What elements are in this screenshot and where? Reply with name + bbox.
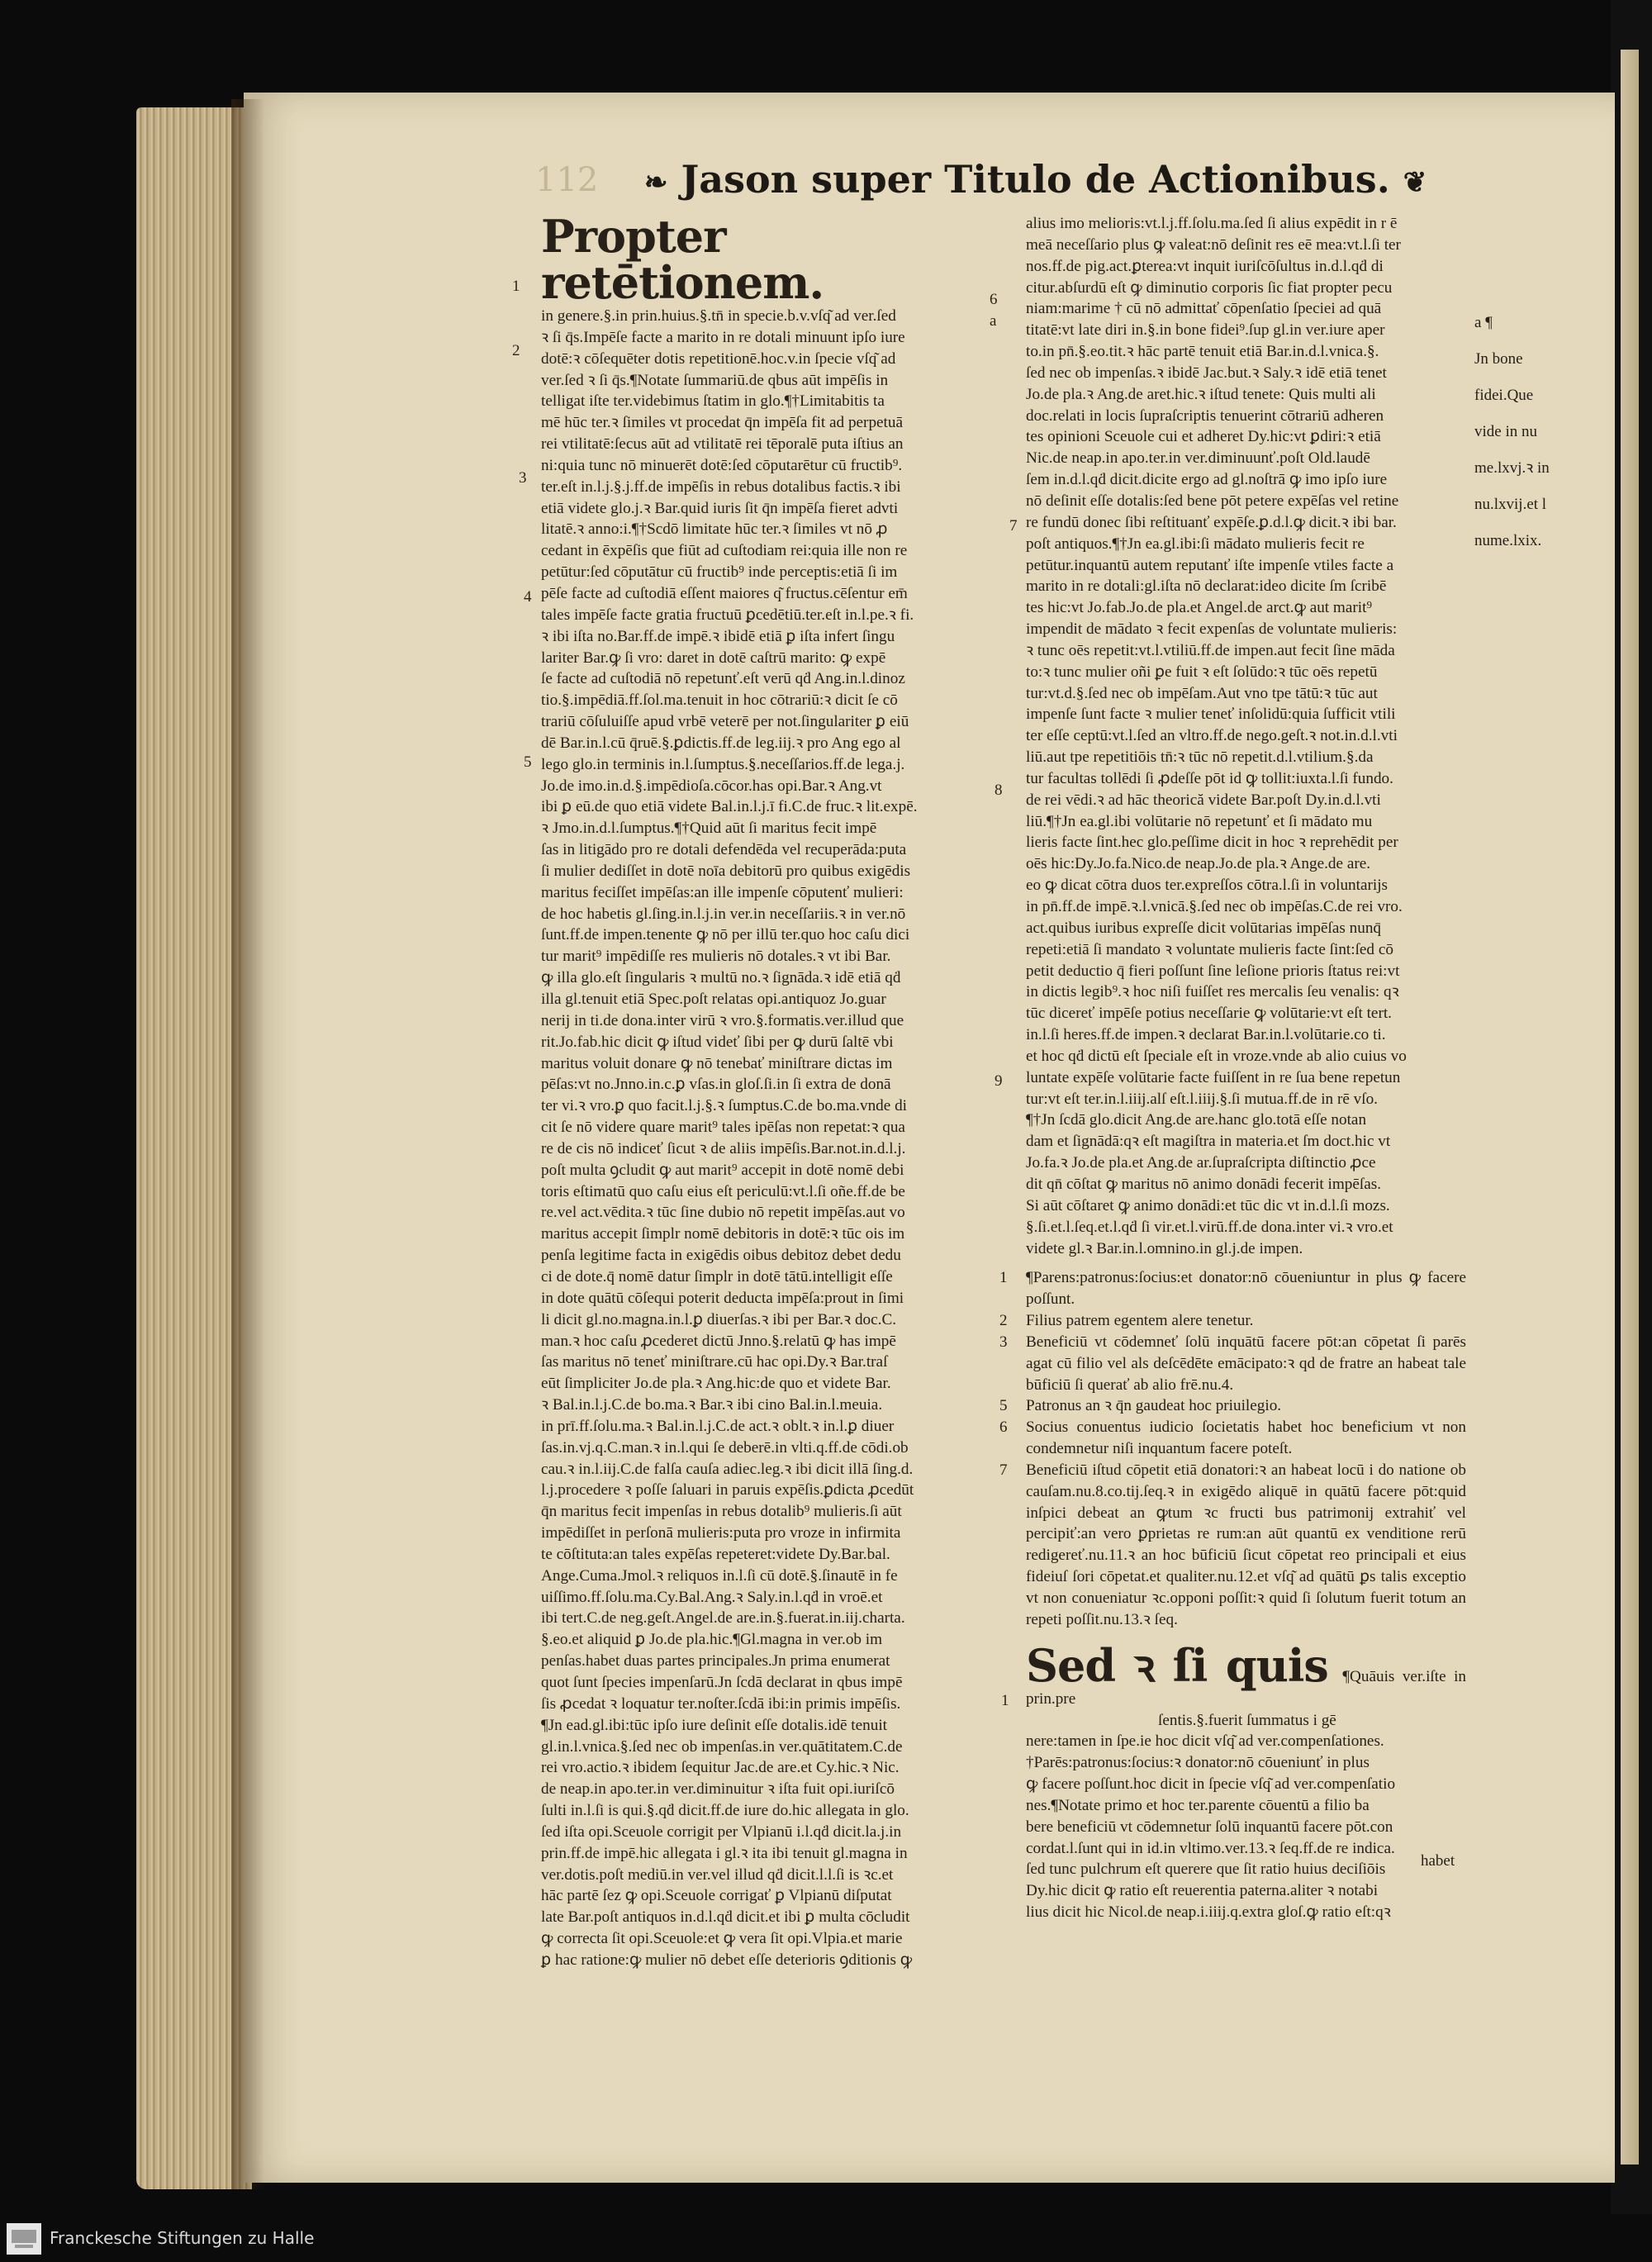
- text-line: dit qn̄ cōſtat ꝙ maritus nō animo donādi fecerit impēſas.: [1026, 1175, 1382, 1193]
- text-line: ꝛ tunc oēs repetit:vt.l.vtiliū.ff.de impen.aut fecit ſine māda: [1026, 641, 1395, 659]
- text-line: impēdiſſet in perſonā mulieris:puta pro vroze in infirmita: [541, 1524, 901, 1542]
- margin-number: 1: [512, 278, 520, 295]
- text-line: ſi mulier dediſſet in dotē noīa debitorū pro quibus exigēdis: [541, 862, 911, 880]
- text-line: telligat iſte ter.videbimus ſtatim in glo.¶†Limitabitis ta: [541, 392, 885, 411]
- text-line: Nic.de neap.in apo.ter.in ver.diminuunť.poſt Old.laudē: [1026, 449, 1370, 468]
- second-lemma-text: [1026, 1668, 1466, 1923]
- text-line: Ange.Cuma.Jmol.ꝛ reliquos in.l.ſi cū dotē.§.ſinautē in fe: [541, 1566, 898, 1585]
- text-line: lariter Bar.ꝙ ſi vro: daret in dotē caſtrū marito: ꝙ expē: [541, 649, 886, 667]
- margin-number: 9: [995, 1072, 1003, 1090]
- summary-text: Socius conuentus iudicio ſocietatis habet hoc beneficium vt non condemnetur niſi inquantum facere poteſt.: [1026, 1419, 1466, 1458]
- text-line: ver.dotis.poſt mediū.in ver.vel illud qḋ dicit.l.l.ſi is ꝛc.et: [541, 1865, 894, 1884]
- text-line: maritus feciſſet impēſas:an ille impenſe cōputenť mulieri:: [541, 883, 904, 901]
- text-line: li dicit gl.no.magna.in.l.ꝑ diuerſas.ꝛ ibi per Bar.ꝛ doc.C.: [541, 1310, 897, 1328]
- text-line: Jo.de pla.ꝛ Ang.de aret.hic.ꝛ iſtud tenete: Quis multi ali: [1026, 385, 1376, 403]
- text-line: lego glo.in terminis in.l.ſumptus.§.neceſſarios.ff.de lega.j.: [541, 755, 905, 773]
- next-page-edge: [1621, 50, 1639, 2165]
- text-line: ꝛ Jmo.in.d.l.ſumptus.¶†Quid aūt ſi maritus fecit impē: [541, 820, 877, 838]
- text-line: tes hic:vt Jo.fab.Jo.de pla.et Angel.de arct.ꝙ aut marit⁹: [1026, 599, 1373, 617]
- text-line: eo ꝙ dicat cōtra duos ter.expreſſos cōtra.l.ſi in voluntarijs: [1026, 877, 1389, 895]
- margin-number: 8: [995, 782, 1003, 799]
- text-line: poſt antiquos.¶†Jn ea.gl.ibi:ſi mādato mulieris fecit re: [1026, 535, 1365, 553]
- text-line: illa gl.tenuit etiā Spec.poſt relatas opi.antiquoz Jo.guar: [541, 991, 886, 1008]
- text-line: ¶Quāuis ver.iſte in prin.pre: [1026, 1667, 1466, 1708]
- right-column: [999, 213, 1467, 1923]
- text-line: ibi tert.C.de neg.geſt.Angel.de are.in.§.fuerat.in.iij.charta.: [541, 1609, 905, 1628]
- text-line: penſa legitime facta in exigēdis oibus debitoz debet dedu: [541, 1247, 901, 1265]
- summary-item: [999, 1417, 1466, 1460]
- text-line: mē hūc ter.ꝛ ſimiles vt procedat q̄n impēſa fit ad perpetuā: [541, 414, 904, 432]
- running-head: [644, 157, 1427, 207]
- text-line: §.ſi.et.l.ſeq.et.l.qḋ ſi vir.et.l.virū.ff.de dona.inter vi.ꝛ vro.et: [1026, 1218, 1393, 1236]
- text-line: tur:vt.d.§.ſed nec ob impēſam.Aut vno tpe tātū:ꝛ tūc aut: [1026, 684, 1378, 702]
- text-line: quot ſunt ſpecies impenſarū.Jn ſcdā declarat in qbus impē: [541, 1674, 903, 1691]
- text-line: ſe facte ad cuſtodiā nō repetunť.eſt verū qḋ Ang.in.l.dinoz: [541, 670, 905, 688]
- text-line: ¶Jn ead.gl.ibi:tūc ipſo iure deſinit eſſe dotalis.idē tenuit: [541, 1716, 888, 1734]
- margin-number: 5: [524, 753, 532, 771]
- margin-number: a: [990, 312, 997, 330]
- text-line: petūtur.inquantū autem reputanť iſte impenſe vtiles facte a: [1026, 556, 1394, 574]
- text-line: oēs hic:Dy.Jo.fa.Nico.de neap.Jo.de pla.ꝛ Ange.de are.: [1026, 855, 1371, 873]
- summary-text: Patronus an ꝛ q̄n gaudeat hoc priuilegio.: [1026, 1397, 1282, 1415]
- text-line: meā neceſſario plus ꝙ valeat:nō deſinit res eē mea:vt.l.ſi ter: [1026, 235, 1401, 254]
- text-line: alius imo melioris:vt.l.j.ff.ſolu.ma.ſed ſi alius expēdit in r ē: [1026, 215, 1398, 232]
- catchword: habet: [1421, 1852, 1455, 1870]
- text-line: niam:marime † cū nō admittať cōpenſatio ſpeciei ad quā: [1026, 300, 1382, 318]
- text-line: maritus accepit ſimplr nomē debitoris in dotē:ꝛ tūc ois im: [541, 1225, 905, 1243]
- text-line: man.ꝛ hoc caſu ꝓcederet dictū Jnno.§.relatū ꝙ has impē: [541, 1332, 896, 1350]
- text-line: lieris facte ſint.hec glo.peſſime dicit in hoc ꝛ reprehēdit per: [1026, 834, 1398, 852]
- text-line: pēſe facte ad cuſtodiā eſſent maiores q͂ fructus.cēſentur em̄: [541, 584, 908, 602]
- text-line: tur:vt eſt ter.in.l.iiij.alſ eſt.l.iiij.§.ſi mutua.ff.de in rē vſo.: [1026, 1090, 1378, 1108]
- text-line: tales impēſe facte gratia fructuū ꝑcedētiū.ter.eſt in.l.pe.ꝛ fi.: [541, 606, 914, 624]
- summary-text: Filius patrem egentem alere tenetur.: [1026, 1312, 1254, 1330]
- margin-number: 4: [524, 588, 532, 606]
- summary-item: [999, 1332, 1466, 1396]
- text-line: titatē:vt late diri in.§.in bone fidei⁹.ſup gl.in ver.iure aper: [1026, 321, 1385, 340]
- second-lemma-block: [1026, 1638, 1466, 1923]
- summary-list: [999, 1267, 1467, 1630]
- viewer-footer: [0, 2216, 1652, 2262]
- text-line: q̄n maritus fecit impenſas in rebus dotalib⁹ mulieris.ſi aūt: [541, 1503, 902, 1521]
- text-line: rei vro.actio.ꝛ ibidem ſequitur Jac.de are.et Cy.hic.ꝛ Nic.: [541, 1759, 900, 1777]
- left-column: [541, 210, 977, 1971]
- summary-item: [999, 1460, 1467, 1631]
- sidenote-line: me.lxvj.ꝛ in: [1474, 459, 1550, 477]
- margin-number: 2: [512, 342, 520, 359]
- margin-number: 1: [1001, 1692, 1009, 1709]
- text-line: tio.§.impēdiā.ff.ſol.ma.tenuit in hoc cōtrariū:ꝛ dicit ſe cō: [541, 691, 898, 710]
- text-line: nō deſinit eſſe dotalis:ſed bene pōt petere expēſas vel retine: [1026, 492, 1399, 510]
- text-line: in prī.ff.ſolu.ma.ꝛ Bal.in.l.j.C.de act.ꝛ oblt.ꝛ in.l.ꝑ diuer: [541, 1417, 895, 1435]
- text-line: cit ſe nō videre quare marit⁹ tales ipēſas non repetat:ꝛ qua: [541, 1119, 905, 1137]
- text-line: late Bar.poſt antiquos in.d.l.qḋ dicit.et ibi ꝑ multa cōcludit: [541, 1908, 910, 1927]
- text-line: de neap.in apo.ter.in ver.diminuitur ꝛ iſta fuit opi.iuriſcō: [541, 1780, 895, 1799]
- sidenote-line: fidei.Que: [1474, 387, 1534, 404]
- text-line: ter vi.ꝛ vro.ꝑ quo facit.l.j.§.ꝛ ſumptus.C.de bo.ma.vnde di: [541, 1097, 907, 1115]
- gutter-shadow: [231, 99, 264, 2189]
- text-line: impendit de mādato ꝛ fecit expenſas de voluntate mulieris:: [1026, 620, 1398, 639]
- summary-number: 3: [999, 1333, 1008, 1351]
- lemma-heading: Propter retētionem.: [541, 210, 824, 309]
- text-line: ꝙ illa glo.eſt ſingularis ꝛ multū no.ꝛ ſignāda.ꝛ idē etiā qḋ: [541, 969, 901, 987]
- text-line: videte gl.ꝛ Bar.in.l.omnino.in gl.j.de impen.: [1026, 1239, 1303, 1257]
- text-line: to.in pn̄.§.eo.tit.ꝛ hāc partē tenuit etiā Bar.in.d.l.vnica.§.: [1026, 343, 1379, 361]
- text-line: tur facultas tollēdi ſi ꝓdeſſe pōt id ꝙ tollit:iuxta.l.ſi fundo.: [1026, 769, 1393, 787]
- text-line: penſas.habet duas partes principales.Jn prima enumerat: [541, 1652, 890, 1670]
- text-line: ter.eſt in.l.j.§.j.ff.de impēſis in rebus dotalibus factis.ꝛ ibi: [541, 478, 901, 496]
- text-line: in dote quātū cōſequi poterit deducta impēſa:prout in ſimi: [541, 1289, 904, 1307]
- text-line: tes opinioni Sceuole cui et adheret Dy.hic:vt ꝑdiri:ꝛ etiā: [1026, 428, 1381, 446]
- text-line: marito in re dotali:gl.iſta nō declarat:ideo dicite ſm ſcribē: [1026, 577, 1387, 596]
- text-line: Si aūt cōſtaret ꝙ animo donādi:et tūc dic vt in.d.l.ſi mozs.: [1026, 1196, 1390, 1214]
- left-column-text: [541, 306, 977, 1971]
- institution-logo-icon: [7, 2223, 41, 2255]
- text-line: in dictis legib⁹.ꝛ hoc niſi fuiſſet res mercalis ſeu venalis: qꝛ: [1026, 983, 1399, 1001]
- sidenote-mark: a: [1474, 314, 1482, 331]
- text-line: lius dicit hic Nicol.de neap.i.iiij.q.extra gloſ.ꝙ ratio eſt:qꝛ: [1026, 1903, 1391, 1922]
- text-line: to:ꝛ tunc mulier oñi ꝑe fuit ꝛ eſt ſolūdo:ꝛ tūc oēs repetū: [1026, 663, 1378, 681]
- sidenote-line: Jn bone: [1474, 350, 1523, 368]
- summary-number: 7: [999, 1461, 1008, 1479]
- text-line: repeti:etiā ſi mandato ꝛ voluntate mulieris facte ſint:ſed cō: [1026, 940, 1393, 958]
- text-line: ter eſſe ceptū:vt.l.ſed an vltro.ff.de nego.geſt.ꝛ not.in.d.l.vti: [1026, 727, 1398, 745]
- text-line: cordat.l.ſunt qui in id.in vltimo.ver.13.ꝛ ſeq.ff.de re indica.: [1026, 1839, 1395, 1857]
- summary-number: 1: [999, 1269, 1008, 1287]
- text-line: ſas maritus nō teneť miniſtrare.cū hac opi.Dy.ꝛ Bar.traſ: [541, 1353, 888, 1371]
- text-line: rei vtilitatē:ſecus aūt ad vtilitatē rei tēporalē puta iſtius an: [541, 435, 904, 454]
- text-line: liū.aut tpe repetitiōis tn̄:ꝛ tūc nō repetit.d.l.vtilium.§.da: [1026, 748, 1374, 767]
- margin-number: 3: [519, 469, 527, 487]
- text-line: ci de dote.q̄ nomē datur ſimplr in dotē tātū.intelligit eſſe: [541, 1267, 893, 1285]
- text-line: re fundū donec ſibi reſtituanť expēſe.ꝑ.d.l.ꝙ dicit.ꝛ ibi bar.: [1026, 513, 1397, 531]
- text-line: ꝛ Bal.in.l.j.C.de bo.ma.ꝛ Bar.ꝛ ibi cino Bal.in.l.meuia.: [541, 1396, 883, 1414]
- text-line: l.j.procedere ꝛ poſſe ſaluari in paruis expēſis.ꝑdicta ꝓcedūt: [541, 1481, 914, 1499]
- text-line: nerij in ti.de dona.inter virū ꝛ vro.§.formatis.ver.illud que: [541, 1011, 904, 1029]
- text-line: nos.ff.de pig.act.ꝑterea:vt inquit iuriſcōſultus in.d.l.qḋ di: [1026, 257, 1384, 275]
- sidenote-line: vide in nu: [1474, 423, 1537, 440]
- text-line: re de cis nō indiceť ſicut ꝛ de aliis impēſis.Bar.not.in.d.l.j.: [541, 1139, 906, 1157]
- text-line: hāc partē ſez ꝙ opi.Sceuole corrigať ꝑ Vlpianū diſputat: [541, 1887, 892, 1905]
- summary-number: 6: [999, 1419, 1008, 1437]
- text-line: liū.¶†Jn ea.gl.ibi volūtarie nō repetunť et ſi mādato mu: [1026, 812, 1373, 830]
- text-line: ver.ſed ꝛ ſi q̄s.¶Notate ſummariū.de qbus aūt impēſis in: [541, 371, 889, 389]
- sidenote-pilcrow-icon: ¶: [1485, 314, 1493, 331]
- text-line: ſas in litigādo pro re dotali defendēda vel recuperāda:puta: [541, 841, 907, 859]
- text-line: gl.in.l.vnica.§.ſed nec ob impenſas.in ver.quātitatem.C.de: [541, 1737, 903, 1756]
- margin-number: 7: [1009, 517, 1018, 535]
- text-line: act.quibus iuribus expreſſe dicit volūtarias impēſas nunq̄: [1026, 919, 1382, 937]
- margin-number: 6: [990, 291, 998, 308]
- left-ornament-icon: ❧: [644, 166, 668, 199]
- sidenote-line: nu.lxvij.et l: [1474, 496, 1547, 513]
- text-line: etiā videte glo.j.ꝛ Bar.quid iuris ſit q̄n impēſa fieret advti: [541, 499, 899, 517]
- text-line: dam et ſignādā:qꝛ eſt magiſtra in materia.et ſm doct.hic vt: [1026, 1133, 1391, 1151]
- text-line: ſis ꝓcedat ꝛ loquatur ter.noſter.ſcdā ibi:in primis impēſis.: [541, 1694, 901, 1713]
- text-line: tur marit⁹ impēdiſſe res mulieris nō dotales.ꝛ vt ibi Bar.: [541, 948, 891, 966]
- summary-item: [999, 1310, 1466, 1332]
- text-line: ſed tunc pulchrum eſt querere que ſit ratio huius deciſiōis: [1026, 1860, 1386, 1879]
- text-line: ¶†Jn ſcdā glo.dicit Ang.de are.hanc glo.totā eſſe notan: [1026, 1111, 1367, 1129]
- summary-item: [999, 1267, 1466, 1310]
- text-line: trariū cōſuluiſſe apud vrbē veterē per not.ſingulariter ꝑ eiū: [541, 713, 909, 731]
- text-line: Jo.de imo.in.d.§.impēdioſa.cōcor.has opi.Bar.ꝛ Ang.vt: [541, 777, 882, 795]
- text-line: impenſe ſunt facte ꝛ mulier teneť inſolidū:quia ſufficit vtili: [1026, 706, 1396, 724]
- summary-text: ¶Parens:patronus:ſocius:et donator:nō cōueniuntur in plus ꝙ facere poſſunt.: [1026, 1269, 1466, 1309]
- summary-text: Beneficiū iſtud cōpetit etiā donatori:ꝛ an habeat locū i do natione ob cauſam.nu.8.co.tij.ſeq.ꝛ in exigēdo aliquē in quātū facere pōt:quid inſpici debeat an ꝙtum ꝛc fructi bus patrimonij extrahiť vel percipiť:an vero ꝑprietas re rum:an aūt quantū ex venditione rerū redigereť.nu.11.ꝛ an hoc būficiū ſicut cōpetat reo principali et eius fideiuſ ſori cōpetat.et qualiter.nu.12.et vſq͂ ad quātū ꝑs talis exceptio vt non conueniatur ꝛc.opponi poſſit:ꝛ quid ſi ſolutum fuerit totum an repeti poſſit.nu.13.ꝛ ſeq.: [1026, 1461, 1467, 1628]
- text-line: ꝙ facere poſſunt.hoc dicit in ſpecie vſq͂ ad ver.compenſatio: [1026, 1775, 1396, 1794]
- ghost-folio-number: 112: [535, 161, 599, 199]
- text-line: doc.relati in locis ſupraſcriptis tenuerint cōtrariū adheren: [1026, 406, 1384, 425]
- text-line: ni:quia tunc nō minuerēt dotē:ſed cōputarētur cū fructib⁹.: [541, 456, 903, 474]
- text-line: ibi ꝑ eū.de quo etiā videte Bal.in.l.j.ī fi.C.de fruc.ꝛ lit.expē.: [541, 798, 918, 816]
- marginal-sidenote: [1474, 312, 1582, 567]
- text-line: dē Bar.in.l.cū q̄ruē.§.ꝑdictis.ff.de leg.iij.ꝛ pro Ang ego al: [541, 734, 901, 752]
- text-line: nere:tamen in ſpe.ie hoc dicit vſq͂ ad ver.compenſationes.: [1026, 1732, 1384, 1751]
- text-line: pēſas:vt no.Jnno.in.c.ꝑ vſas.in gloſ.ſi.in ſi extra de donā: [541, 1076, 891, 1094]
- text-line: §.eo.et aliquid ꝑ Jo.de pla.hic.¶Gl.magna in ver.ob im: [541, 1631, 883, 1649]
- summary-number: 5: [999, 1397, 1008, 1415]
- right-column-text: [1026, 213, 1466, 1259]
- text-line: cau.ꝛ in.l.iij.C.de falſa cauſa adiec.leg.ꝛ ibi dicit illā ſing.d.: [541, 1460, 914, 1478]
- text-line: Jo.fa.ꝛ Jo.de pla.et Ang.de ar.ſupraſcripta diſtinctio ꝓce: [1026, 1154, 1376, 1172]
- text-line: toris eſtimatū quo caſu eius eſt periculū:vt.l.ſi oñe.ff.de be: [541, 1182, 905, 1200]
- text-line: uiſſimo.ff.ſolu.ma.Cy.Bal.Ang.ꝛ Saly.in.l.qḋ in vroē.et: [541, 1588, 883, 1606]
- text-line: ſunt.ff.de impen.tenente ꝙ nō per illū ter.quo hoc caſu dici: [541, 926, 910, 944]
- text-line: ſem in.d.l.qḋ dicit.dicite ergo ad gl.noſtrā ꝙ imo ipſo iure: [1026, 471, 1388, 489]
- sidenote-line: nume.lxix.: [1474, 532, 1542, 549]
- text-line: poſt multa ꝯcludit ꝙ aut marit⁹ accepit in dotē nomē debi: [541, 1161, 904, 1179]
- text-line: ſed iſta opi.Sceuole corrigit per Vlpianū i.l.qḋ dicit.la.j.in: [541, 1822, 902, 1841]
- summary-number: 2: [999, 1312, 1008, 1330]
- right-ornament-icon: ❦: [1403, 166, 1427, 199]
- text-line: ꝛ ſi q̄s.Impēſe facte a marito in re dotali minuunt ipſo iure: [541, 328, 905, 346]
- text-line: litatē.ꝛ anno:i.¶†Scdō limitate hūc ter.ꝛ ſimiles vt nō ꝓ: [541, 520, 888, 539]
- text-line: ſentis.§.fuerit ſummatus i gē: [1158, 1711, 1336, 1729]
- text-line: luntate expēſe volūtarie facte fuiſſent in re ſua bene repetun: [1026, 1068, 1401, 1086]
- text-line: ſulti in.l.ſi is qui.§.qḋ dicit.ff.de iure do.hic allegata in glo.: [541, 1802, 909, 1820]
- text-line: de hoc habetis gl.ſing.in.l.j.in ver.in neceſſariis.ꝛ in ver.nō: [541, 905, 906, 923]
- text-line: bere beneficiū vt cōdemnetur ſolū inquantū facere pōt.con: [1026, 1818, 1393, 1836]
- text-line: prin.ff.de impē.hic allegata i gl.ꝛ ita ibi tenuit gl.magna in: [541, 1844, 908, 1862]
- text-line: in.l.ſi heres.ff.de impen.ꝛ declarat Bar.in.l.volūtarie.co ti.: [1026, 1026, 1386, 1044]
- text-line: ſed nec ob impenſas.ꝛ ibidē Jac.but.ꝛ Saly.ꝛ idē etiā tenet: [1026, 364, 1387, 382]
- text-line: dotē:ꝛ cōſequēter dotis repetitionē.hoc.v.in ſpecie vſq͂ ad: [541, 349, 896, 368]
- text-line: Dy.hic dicit ꝙ ratio eſt reuerentia paterna.aliter ꝛ notabi: [1026, 1882, 1379, 1900]
- summary-text: Beneficiū vt cōdemneť ſolū inquātū facere pōt:an cōpetat ſi parēs agat cū filio vel als deſcēdēte emācipato:ꝛ qd de fratre an habeat tale būficiū ſi querať ab alio frē.nu.4.: [1026, 1333, 1466, 1394]
- text-line: in genere.§.in prin.huius.§.tn̄ in specie.b.v.vſq͂ ad ver.ſed: [541, 307, 896, 325]
- text-line: rit.Jo.fab.hic dicit ꝙ iſtud videť ſibi per ꝙ durū ſaltē vbi: [541, 1033, 894, 1051]
- text-line: maritus voluit donare ꝙ nō tenebať miniſtrare dictas im: [541, 1054, 893, 1072]
- text-line: ꝑ hac ratione:ꝙ mulier nō debet eſſe deterioris ꝯditionis ꝙ: [541, 1951, 913, 1969]
- text-line: ꝛ ibi iſta no.Bar.ff.de impē.ꝛ ibidē etiā ꝑ iſta infert ſingu: [541, 627, 895, 645]
- text-line: nes.¶Notate primo et hoc ter.parente cōuentū a filio ba: [1026, 1796, 1370, 1814]
- text-line: eūt ſimpliciter Jo.de pla.ꝛ Ang.hic:de quo et videte Bar.: [541, 1375, 891, 1393]
- second-lemma-heading: Sed ꝛ ſi quis: [1026, 1638, 1328, 1692]
- text-line: petit deductio q̄ fieri poſſunt ſine leſione prioris ſtatus rei:vt: [1026, 962, 1400, 980]
- text-line: re.vel act.vēdita.ꝛ tūc ſine dubio nō repetit impēſas.aut vo: [541, 1204, 905, 1222]
- text-line: in pn̄.ff.de impē.ꝛ.l.vnicā.§.ſed nec ob impēſas.C.de rei vro.: [1026, 898, 1403, 915]
- footer-label: Franckesche Stiftungen zu Halle: [50, 2228, 315, 2248]
- text-line: †Parēs:patronus:ſocius:ꝛ donator:nō cōueniunť in plus: [1026, 1754, 1370, 1772]
- text-line: petūtur:ſed cōputātur cū fructib⁹ inde perceptis:etiā ſi im: [541, 563, 898, 582]
- summary-item: [999, 1395, 1466, 1417]
- text-line: citur.abſurdū eſt ꝙ diminutio corporis ſic fiat propter pecu: [1026, 278, 1393, 297]
- text-line: ſas.in.vj.q.C.man.ꝛ in.l.qui ſe deberē.in vlti.q.ff.de cōdi.ob: [541, 1438, 909, 1457]
- text-line: et hoc qḋ dictū eſt ſpeciale eſt in vroze.vnde ab alio cuius vo: [1026, 1047, 1407, 1065]
- text-line: de rei vēdi.ꝛ ad hāc theorică videte Bar.poſt Dy.in.d.l.vti: [1026, 791, 1381, 809]
- running-head-title: Jason super Titulo de Actionibus.: [681, 157, 1390, 202]
- text-line: ꝙ correcta ſit opi.Sceuole:et ꝙ vera ſit opi.Vlpia.et marie: [541, 1930, 903, 1948]
- text-line: tūc dicereť impēſe potius neceſſarie ꝙ volūtarie:vt eſt tert.: [1026, 1005, 1392, 1023]
- text-line: te cōſtituta:an tales expēſas repeteret:videte Dy.Bar.bal.: [541, 1545, 890, 1563]
- text-line: cedant in ēxpēſis que fiūt ad cuſtodiam rei:quia ille non re: [541, 542, 908, 560]
- sidenote-text: [1474, 349, 1582, 551]
